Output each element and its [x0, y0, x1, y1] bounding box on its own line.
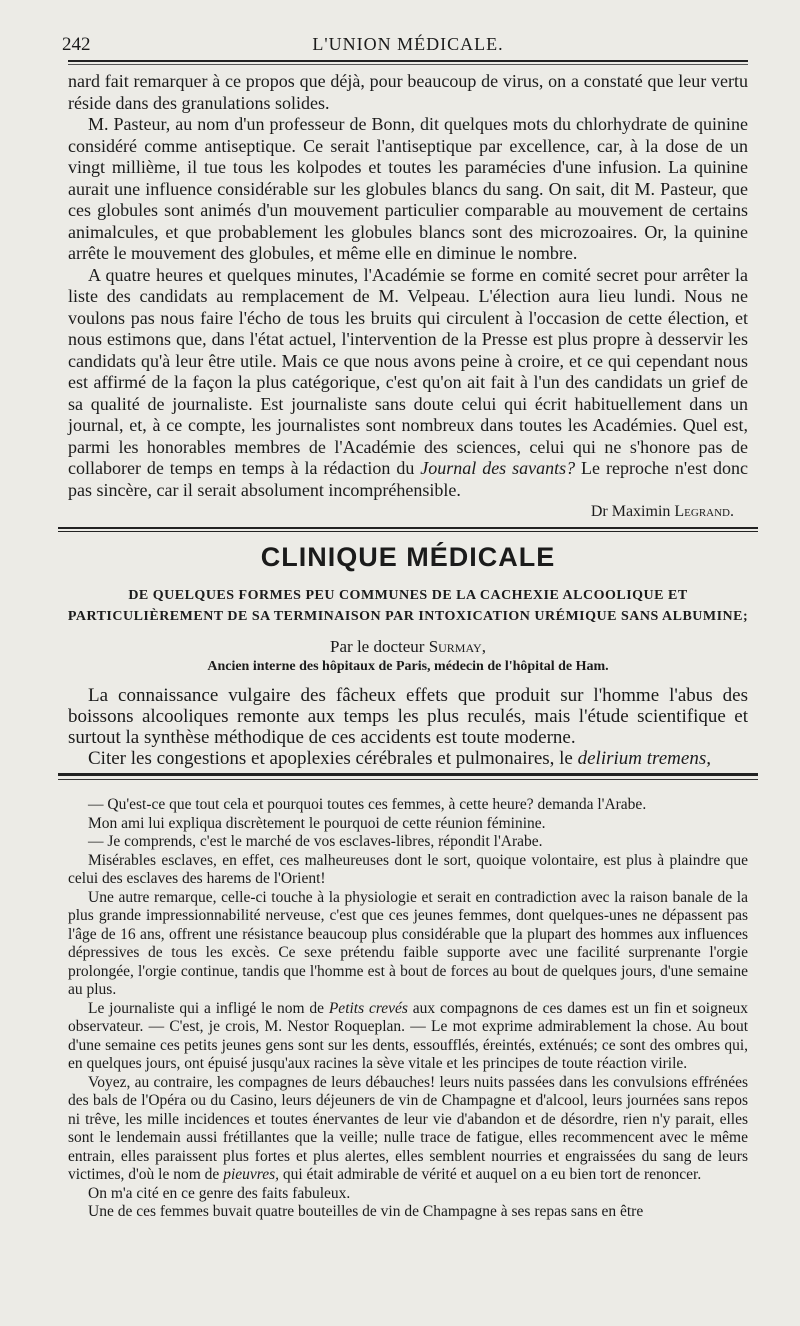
- byline-prefix: Par le docteur: [330, 637, 429, 656]
- feuilleton-paragraph: Une de ces femmes buvait quatre bouteilles de vin de Champagne à ses repas sans en être: [88, 1203, 644, 1220]
- byline: [68, 637, 748, 657]
- signature: [68, 503, 734, 521]
- intro-paragraph-tail: Le reproche n'est donc pas sincère, car il serait absolument incompréhensible.: [68, 458, 749, 500]
- feuilleton-paragraph: Une autre remarque, celle-ci touche à la physiologie et serait en contradiction avec la raison banale de la plus grande impressionnabilité nerveuse, c'est que ces jeunes femmes, dont quelques-unes ne dépassent pas l'âge de 16 ans, offrent une résistance beaucoup plus considérable que la plupart des hommes aux influences dépressives de tous les excès. Ce sexe prétendu faible supporte avec une facilité surprenante l'orgie prolongée, l'orgie continue, tandis que l'homme est à bout de forces au bout de quelques jours, d'une semaine au plus.: [68, 888, 748, 998]
- feuilleton-paragraph: On m'a cité en ce genre des faits fabuleux.: [88, 1184, 351, 1202]
- italic-term: pieuvres,: [223, 1166, 279, 1183]
- feuilleton-paragraph: — Qu'est-ce que tout cela et pourquoi toutes ces femmes, à cette heure? demanda l'Arabe.: [88, 796, 647, 813]
- article-paragraph: [68, 748, 748, 769]
- intro-paragraph-text: A quatre heures et quelques minutes, l'Académie se forme en comité secret pour arrêter la liste des candidats au remplacement de M. Velpeau. L'élection aura lieu lundi. Nous ne voulons pas nous faire l'écho de tous les bruits qui circulent à l'occasion de cette élection, et nous estimons que, dans l'état actuel, l'intervention de la Presse est plus propre à desservir les candidats qu'à leur être utile. Mais ce que nous avons peine à croire, et ce qui cependant nous est affirmé de la façon la plus catégorique, c'est qu'on ait fait à l'un des candidats un grief de sa qualité de journaliste. Est journaliste sans doute celui qui écrit habituellement dans un journal, et, à ce compte, les journalistes sont nombreux dans toutes les Académies. Quel est, parmi les honorables membres de l'Académie des sciences, celui qui ne s'honore pas de collaborer de temps en temps à la rédaction du: [68, 264, 748, 478]
- article-paragraph: La connaissance vulgaire des fâcheux effets que produit sur l'homme l'abus des boissons alcooliques remonte aux temps les plus reculés, mais l'étude scientifique et surtout la synthèse méthodique de ces accidents est toute moderne.: [68, 685, 748, 748]
- feuilleton-text: aux compagnons de ces dames est un fin et soigneux observateur. — C'est, je crois, M. Nestor Roqueplan. — Le mot exprime admirablement la chose. Au bout d'une semaine ces petits jeunes gens sont sur les dents, essoufflés, éreintés, exténués; ce sont des ombres qui, en quelques jours, ont épuisé jusqu'aux racines la sève vitale et les principes de toute réaction virile.: [68, 999, 748, 1072]
- intro-paragraph: M. Pasteur, au nom d'un professeur de Bonn, dit quelques mots du chlorhydrate de quinine considéré comme antiseptique. Ce serait l'antiseptique par excellence, car, à la dose de un vingt millième, il tue tous les kolpodes et toutes les paramécies d'une infusion. La quinine aurait une influence considérable sur les globules blancs du sang. On sait, dit M. Pasteur, que ces globules sont animés d'un mouvement particulier comparable au mouvement de certains animalcules, et que probablement les globules blancs sont des microzoaires. Or, la quinine arrête le mouvement des globules, et même elle en diminue le nombre.: [68, 114, 748, 263]
- feuilleton-paragraph: Mon ami lui expliqua discrètement le pourquoi de cette réunion féminine.: [88, 814, 546, 832]
- section-divider: [58, 527, 758, 532]
- author-name: Surmay,: [428, 637, 486, 656]
- feuilleton-divider-thin: [58, 779, 758, 780]
- feuilleton-paragraph: [68, 1074, 748, 1185]
- feuilleton-paragraph: [68, 1000, 748, 1074]
- feuilleton-text: Voyez, au contraire, les compagnes de leurs débauches! leurs nuits passées dans les convulsions effrénées des bals de l'Opéra ou du Casino, leurs déjeuners de vin de Champagne et d'alcool, leurs journées sans repos ni trêve, les mille incidences et toutes énervantes de leur vie d'abandon et de désordre, rien n'y parait, elles sont le lendemain aussi frétillantes que la veille; nulle trace de fatigue, elles recommencent avec le même entrain, elles paraissent plus fortes et plus alertes, elles semblent nourries et engraissées du sang de leurs victimes, d'où le nom de: [68, 1073, 748, 1183]
- author-affiliation: Ancien interne des hôpitaux de Paris, médecin de l'hôpital de Ham.: [207, 659, 609, 674]
- intro-paragraph: [68, 265, 748, 502]
- feuilleton-paragraph: — Je comprends, c'est le marché de vos esclaves-libres, répondit l'Arabe.: [88, 833, 543, 850]
- article-title: DE QUELQUES FORMES PEU COMMUNES DE LA CACHEXIE ALCOOLIQUE ET PARTICULIÈREMENT DE SA TERMINAISON PAR INTOXICATION URÉMIQUE SANS ALBUMINE;: [67, 588, 749, 624]
- page-number: 242: [62, 34, 91, 55]
- journal-reference: Journal des savants?: [420, 458, 576, 478]
- journal-title: L'UNION MÉDICALE.: [312, 34, 504, 54]
- header-rule: [68, 64, 748, 65]
- feuilleton-text: Le journaliste qui a infligé le nom de: [88, 999, 329, 1017]
- article-body: [68, 685, 748, 769]
- signature-prefix: Dr Maximin: [590, 503, 675, 520]
- feuilleton-section: [68, 796, 748, 1222]
- page-header: [62, 30, 748, 62]
- italic-term: delirium tremens,: [577, 748, 711, 769]
- article-paragraph-text: Citer les congestions et apoplexies cérébrales et pulmonaires, le: [88, 748, 578, 769]
- intro-section: [68, 71, 748, 501]
- feuilleton-paragraph: Misérables esclaves, en effet, ces malheureuses dont le sort, quoique volontaire, est plus à plaindre que celui des esclaves des harems de l'Orient!: [68, 851, 748, 887]
- italic-term: Petits crevés: [328, 999, 408, 1017]
- feuilleton-divider: [58, 773, 758, 776]
- intro-paragraph: nard fait remarquer à ce propos que déjà, pour beaucoup de virus, on a constaté que leur vertu réside dans des granulations solides.: [68, 71, 748, 113]
- section-title: CLINIQUE MÉDICALE: [260, 542, 556, 572]
- signature-name: Legrand.: [674, 503, 734, 520]
- feuilleton-text: qui était admirable de vérité et auquel on a eu bien tort de renoncer.: [279, 1166, 702, 1183]
